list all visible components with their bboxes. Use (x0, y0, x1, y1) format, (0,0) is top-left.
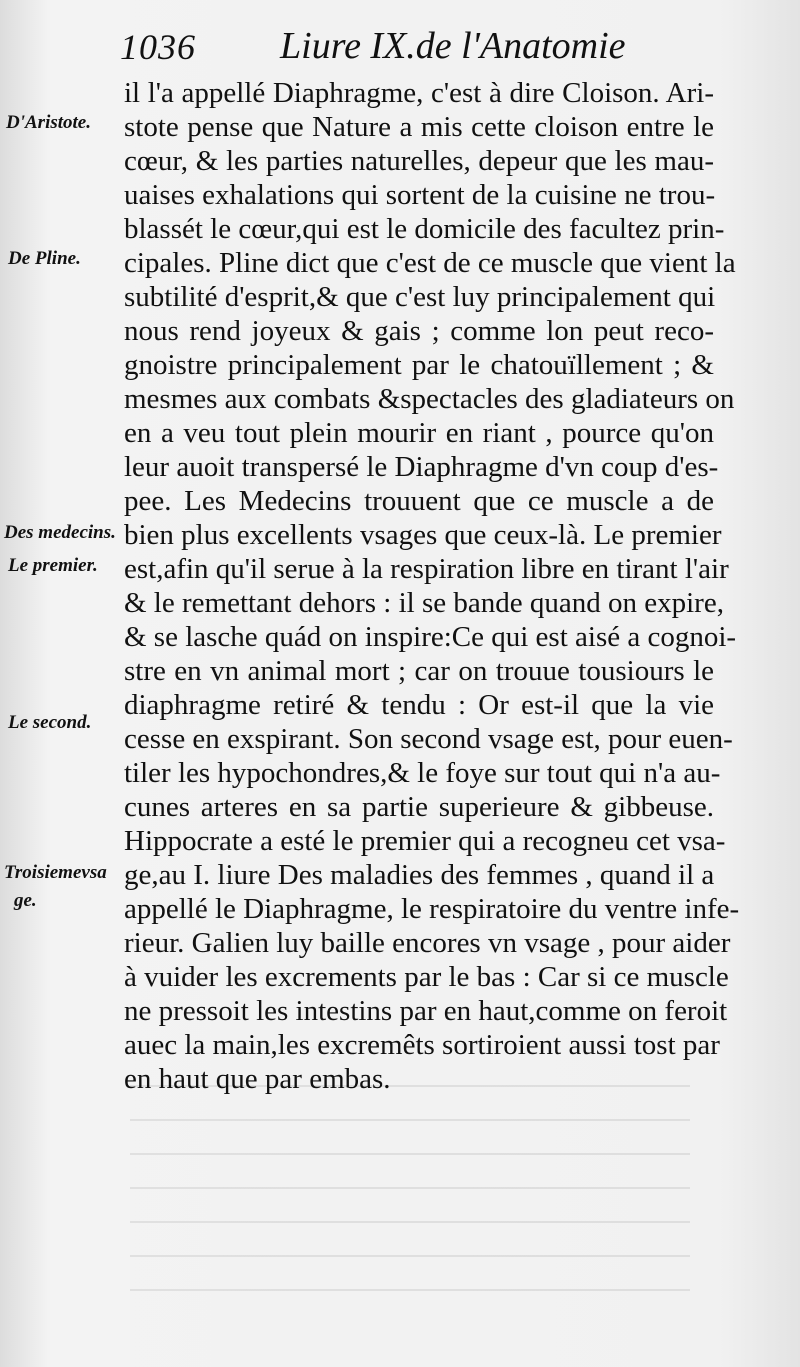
page-number: 1036 (120, 27, 196, 67)
text-line: ge,au I. liure Des maladies des femmes , quand il a (124, 859, 715, 891)
margin-note-pline: De Pline. (8, 248, 81, 269)
text-line: tiler les hypochondres,& le foye sur tout qui n'a au- (124, 757, 721, 789)
margin-note-medecins: Des medecins. (4, 522, 116, 543)
text-line: cesse en exspirant. Son second vsage est, pour euen- (124, 723, 733, 755)
text-line: leur auoit transpersé le Diaphragme d'vn coup d'es- (124, 451, 719, 483)
text-line: ne pressoit les intestins par en haut,comme on feroit (124, 995, 728, 1027)
text-line: cœur, & les parties naturelles, depeur que les mau- (124, 145, 714, 177)
text-line: à vuider les excrements par le bas : Car si ce muscle (124, 961, 729, 993)
text-line: nous rend joyeux & gais ; comme lon peut reco- (124, 315, 714, 347)
text-line: en haut que par embas. (124, 1063, 391, 1095)
text-line: gnoistre principalement par le chatouïllement ; & (124, 349, 714, 381)
text-line: bien plus excellents vsages que ceux-là. Le premier (124, 519, 722, 551)
margin-note-second: Le second. (8, 712, 92, 733)
text-line: en a veu tout plein mourir en riant , pource qu'on (124, 417, 714, 449)
text-line: mesmes aux combats &spectacles des gladiateurs on (124, 383, 735, 415)
text-line: blassét le cœur,qui est le domicile des facultez prin- (124, 213, 725, 245)
margin-note-aristote: D'Aristote. (6, 112, 91, 133)
margin-note-premier: Le premier. (8, 555, 98, 576)
running-head: Liure IX.de l'Anatomie (280, 25, 626, 67)
text-line: stote pense que Nature a mis cette cloison entre le (124, 111, 714, 143)
text-line: diaphragme retiré & tendu : Or est-il que la vie (124, 689, 714, 721)
text-line: Hippocrate a esté le premier qui a recogneu cet vsa- (124, 825, 726, 857)
page-header (118, 22, 678, 72)
margin-note-troisieme: Troisiemevsa (4, 862, 107, 883)
text-line: pee. Les Medecins trouuent que ce muscle a de (124, 485, 714, 517)
text-line: subtilité d'esprit,& que c'est luy principalement qui (124, 281, 716, 313)
text-line: rieur. Galien luy baille encores vn vsage , pour aider (124, 927, 731, 959)
text-line: auec la main,les excremêts sortiroient aussi tost par (124, 1029, 720, 1061)
margin-note-troisieme-cont: ge. (14, 890, 37, 911)
text-line: & le remettant dehors : il se bande quand on expire, (124, 587, 724, 619)
text-line: cipales. Pline dict que c'est de ce muscle que vient la (124, 247, 736, 279)
text-line: stre en vn animal mort ; car on trouue tousiours le (124, 655, 714, 687)
text-line: cunes arteres en sa partie superieure & gibbeuse. (124, 791, 714, 823)
text-line: uaises exhalations qui sortent de la cuisine ne trou- (124, 179, 716, 211)
text-line: est,afin qu'il serue à la respiration libre en tirant l'air (124, 553, 729, 585)
text-line: & se lasche quád on inspire:Ce qui est aisé a cognoi- (124, 621, 737, 653)
text-line: il l'a appellé Diaphragme, c'est à dire Cloison. Ari- (124, 77, 714, 109)
show-through-bleed (130, 1085, 690, 1305)
text-line: appellé le Diaphragme, le respiratoire du ventre infe- (124, 893, 740, 925)
